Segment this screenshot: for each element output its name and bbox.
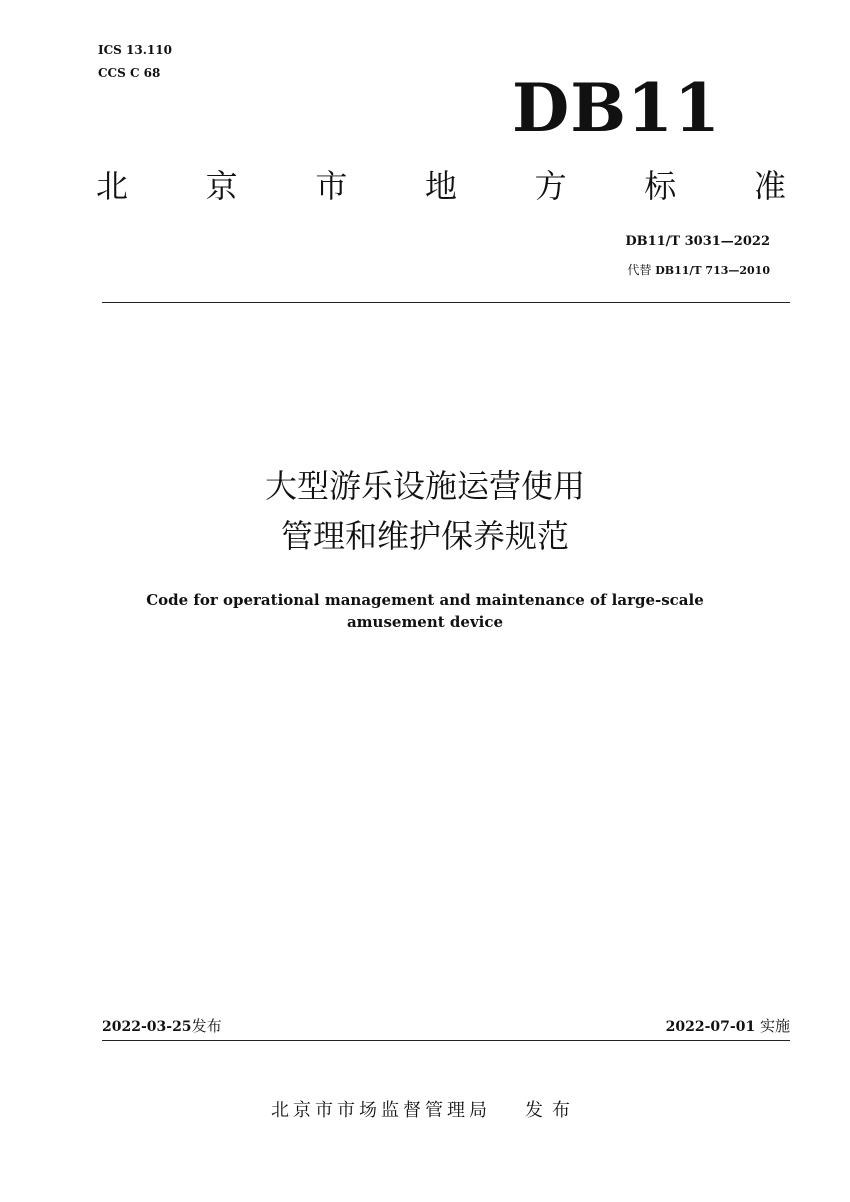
release-label: 发布 bbox=[191, 1017, 222, 1035]
local-standard-char: 标 bbox=[644, 167, 677, 205]
replaces-number: DB11/T 713—2010 bbox=[655, 264, 770, 277]
standard-number: DB11/T 3031—2022 bbox=[625, 234, 770, 249]
implement-date: 2022-07-01 bbox=[665, 1019, 756, 1035]
cn-title-line-1: 大型游乐设施运营使用 bbox=[264, 467, 585, 505]
header-divider bbox=[102, 302, 790, 303]
replaces-label: 代替 bbox=[627, 263, 652, 277]
local-standard-char: 京 bbox=[205, 167, 238, 205]
replaces-line bbox=[627, 262, 770, 279]
ics-code: ICS 13.110 bbox=[98, 43, 172, 57]
implement-label: 实施 bbox=[759, 1017, 790, 1035]
en-title-line-2: amusement device bbox=[346, 613, 504, 631]
local-standard-char: 方 bbox=[534, 167, 567, 205]
footer-divider bbox=[102, 1040, 790, 1041]
en-title-line-1: Code for operational management and maintenance of large-scale bbox=[146, 591, 704, 609]
local-standard-char: 准 bbox=[753, 167, 786, 205]
publish-verb: 发布 bbox=[525, 1100, 579, 1121]
local-standard-char: 北 bbox=[96, 167, 129, 205]
implement-date-line bbox=[666, 1016, 790, 1037]
cn-title-line-2: 管理和维护保养规范 bbox=[280, 517, 569, 555]
local-standard-char: 市 bbox=[315, 167, 348, 205]
publisher-name: 北京市市场监督管理局 bbox=[271, 1100, 491, 1121]
local-standard-char: 地 bbox=[424, 167, 457, 205]
publisher-line bbox=[0, 1099, 850, 1123]
local-standard-title bbox=[96, 162, 786, 210]
release-date: 2022-03-25 bbox=[102, 1019, 192, 1035]
db-standard-mark: DB11 bbox=[512, 69, 721, 147]
release-date-line bbox=[102, 1016, 222, 1037]
ccs-code: CCS C 68 bbox=[98, 66, 161, 80]
